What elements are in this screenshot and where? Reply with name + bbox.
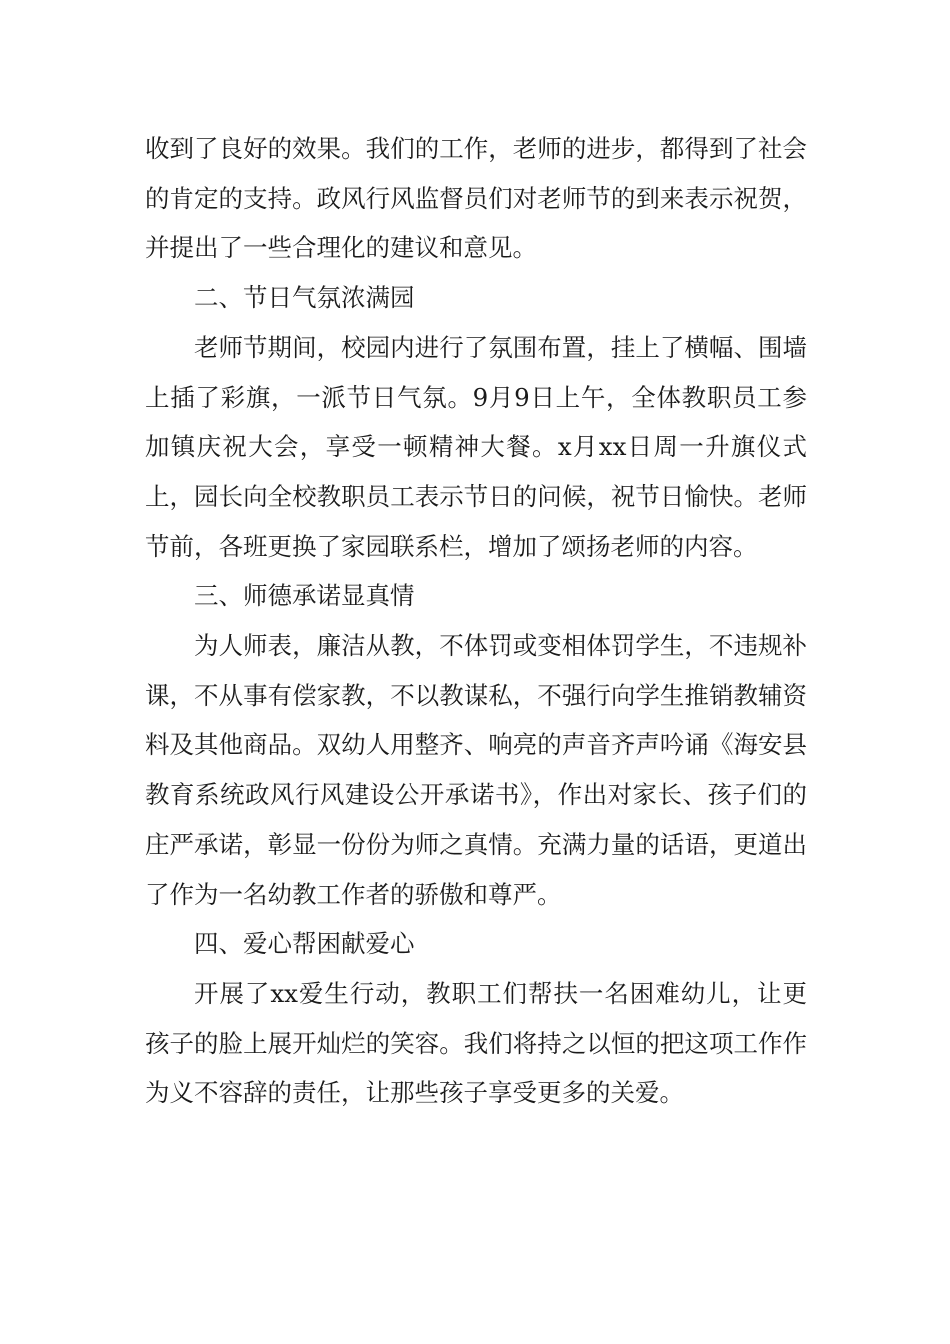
paragraph-ethics-pledge: 为人师表，廉洁从教，不体罚或变相体罚学生，不违规补课，不从事有偿家教，不以教谋私，不强行向学生推销教辅资料及其他商品。双幼人用整齐、响亮的声音齐声吟诵《海安县教育系统政风行风建设公开承诺书》，作出对家长、孩子们的庄严承诺，彰显一份份为师之真情。充满力量的话语，更道出了作为一名幼教工作者的骄傲和尊严。 bbox=[145, 631, 807, 909]
paragraph-festival-atmosphere: 老师节期间，校园内进行了氛围布置，挂上了横幅、围墙上插了彩旗，一派节日气氛。9月9日上午，全体教职员工参加镇庆祝大会，享受一顿精神大餐。x月xx日周一升旗仪式上，园长向全校教职员工表示节日的问候，祝节日愉快。老师节前，各班更换了家园联系栏，增加了颂扬老师的内容。 bbox=[145, 332, 807, 561]
paragraph-continuation: 收到了良好的效果。我们的工作，老师的进步，都得到了社会的肯定的支持。政风行风监督员们对老师节的到来表示祝贺，并提出了一些合理化的建议和意见。 bbox=[145, 134, 807, 263]
paragraph-charity-help: 开展了xx爱生行动，教职工们帮扶一名困难幼儿，让更孩子的脸上展开灿烂的笑容。我们将持之以恒的把这项工作作为义不容辞的责任，让那些孩子享受更多的关爱。 bbox=[145, 978, 807, 1108]
section-heading-2: 二、节日气氛浓满园 bbox=[194, 283, 415, 313]
section-heading-4: 四、爱心帮困献爱心 bbox=[194, 929, 415, 959]
document-body bbox=[145, 124, 807, 1118]
section-heading-3: 三、师德承诺显真情 bbox=[194, 581, 415, 611]
